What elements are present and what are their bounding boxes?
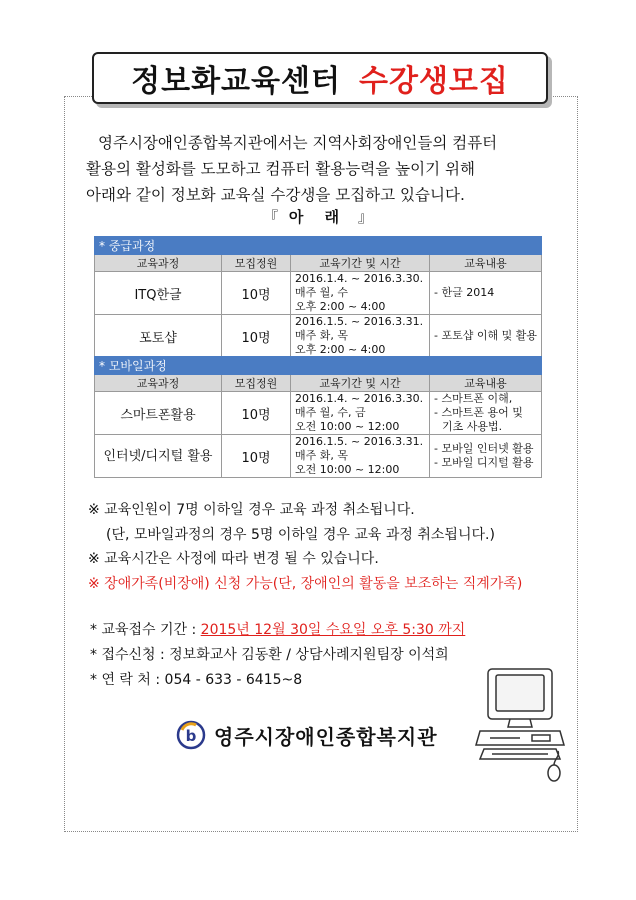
- section-label: * 중급과정: [95, 237, 542, 255]
- period-time: 오전 10:00 ~ 12:00: [295, 463, 400, 476]
- period-days: 매주 월, 수, 금: [295, 406, 366, 419]
- header-content: 교육내용: [430, 255, 542, 272]
- intro-line: 영주시장애인종합복지관에서는 지역사회장애인들의 컴퓨터: [98, 134, 498, 152]
- table-row: [95, 392, 542, 435]
- deadline-value: 2015년 12월 30일 수요일 오후 5:30 까지: [200, 622, 466, 638]
- course-period: [291, 315, 430, 358]
- organization-name: 영주시장애인종합복지관: [214, 724, 438, 749]
- content-line: - 포토샵 이해 및 활용: [434, 329, 537, 342]
- header-content: 교육내용: [430, 375, 542, 392]
- header-course: 교육과정: [95, 255, 222, 272]
- intro-paragraph: [86, 130, 558, 208]
- period-dates: 2016.1.4. ~ 2016.3.30.: [295, 272, 424, 285]
- content-line: - 한글 2014: [434, 286, 495, 299]
- period-dates: 2016.1.5. ~ 2016.3.31.: [295, 435, 424, 448]
- period-dates: 2016.1.4. ~ 2016.3.30.: [295, 392, 424, 405]
- header-capacity: 모집정원: [222, 375, 291, 392]
- course-name: 인터넷/디지털 활용: [95, 435, 222, 478]
- course-name: 포토샵: [95, 315, 222, 358]
- table-row: [95, 435, 542, 478]
- desktop-computer-icon: [470, 665, 570, 785]
- table-row: [95, 315, 542, 358]
- note-mobile-exception: (단, 모바일과정의 경우 5명 이하일 경우 교육 과정 취소됩니다.): [106, 526, 495, 543]
- header-period: 교육기간 및 시간: [291, 255, 430, 272]
- apply-line: * 접수신청 : 정보화교사 김동환 / 상담사례지원팀장 이석희: [90, 647, 449, 663]
- note-family-eligibility: ※ 장애가족(비장애) 신청 가능(단, 장애인의 활동을 보조하는 직계가족): [88, 575, 523, 592]
- deadline-label: * 교육접수 기간 :: [90, 622, 201, 638]
- content-line: - 스마트폰 용어 및: [434, 406, 523, 419]
- mobile-course-table: [94, 356, 542, 478]
- course-period: [291, 435, 430, 478]
- title-highlight: 수강생모집: [358, 64, 509, 99]
- title-main: 정보화교육센터: [131, 64, 341, 99]
- contact-block: [90, 618, 465, 693]
- notes-block: [88, 498, 568, 596]
- period-dates: 2016.1.5. ~ 2016.3.31.: [295, 315, 424, 328]
- section-label: * 모바일과정: [95, 357, 542, 375]
- content-line: - 스마트폰 이해,: [434, 392, 513, 405]
- table-row: [95, 272, 542, 315]
- intro-line: 아래와 같이 정보화 교육실 수강생을 모집하고 있습니다.: [86, 186, 465, 204]
- bracket-close: 』: [357, 208, 373, 226]
- header-course: 교육과정: [95, 375, 222, 392]
- notice-heading: [0, 206, 636, 227]
- course-capacity: 10명: [222, 435, 291, 478]
- header-period: 교육기간 및 시간: [291, 375, 430, 392]
- course-content: [430, 435, 542, 478]
- welfare-center-logo-icon: [176, 720, 206, 750]
- content-line: - 모바일 디지털 활용: [434, 456, 534, 469]
- note-min-enrollment: ※ 교육인원이 7명 이하일 경우 교육 과정 취소됩니다.: [88, 502, 415, 518]
- intermediate-course-table: [94, 236, 542, 358]
- course-content: [430, 272, 542, 315]
- course-name: 스마트폰활용: [95, 392, 222, 435]
- course-capacity: 10명: [222, 272, 291, 315]
- period-time: 오후 2:00 ~ 4:00: [295, 300, 386, 313]
- content-line: 기초 사용법.: [442, 420, 503, 433]
- course-capacity: 10명: [222, 315, 291, 358]
- period-days: 매주 화, 목: [295, 449, 348, 462]
- header-capacity: 모집정원: [222, 255, 291, 272]
- course-name: ITQ한글: [95, 272, 222, 315]
- period-time: 오후 2:00 ~ 4:00: [295, 343, 386, 356]
- bracket-open: 『: [263, 208, 279, 226]
- phone-line: * 연 락 처 : 054 - 633 - 6415~8: [90, 672, 303, 688]
- course-content: [430, 392, 542, 435]
- deadline-line: [90, 618, 465, 643]
- period-days: 매주 월, 수: [295, 286, 348, 299]
- course-period: [291, 392, 430, 435]
- course-period: [291, 272, 430, 315]
- period-days: 매주 화, 목: [295, 329, 348, 342]
- organization-signature: [176, 720, 438, 750]
- note-schedule-change: ※ 교육시간은 사정에 따라 변경 될 수 있습니다.: [88, 551, 379, 567]
- title-banner: [92, 52, 548, 104]
- period-time: 오전 10:00 ~ 12:00: [295, 420, 400, 433]
- svg-text:b: b: [185, 727, 197, 745]
- course-capacity: 10명: [222, 392, 291, 435]
- content-line: - 모바일 인터넷 활용: [434, 442, 534, 455]
- intro-line: 활용의 활성화를 도모하고 컴퓨터 활용능력을 높이기 위해: [86, 160, 475, 178]
- bracket-text: 아 래: [288, 208, 348, 226]
- course-content: [430, 315, 542, 358]
